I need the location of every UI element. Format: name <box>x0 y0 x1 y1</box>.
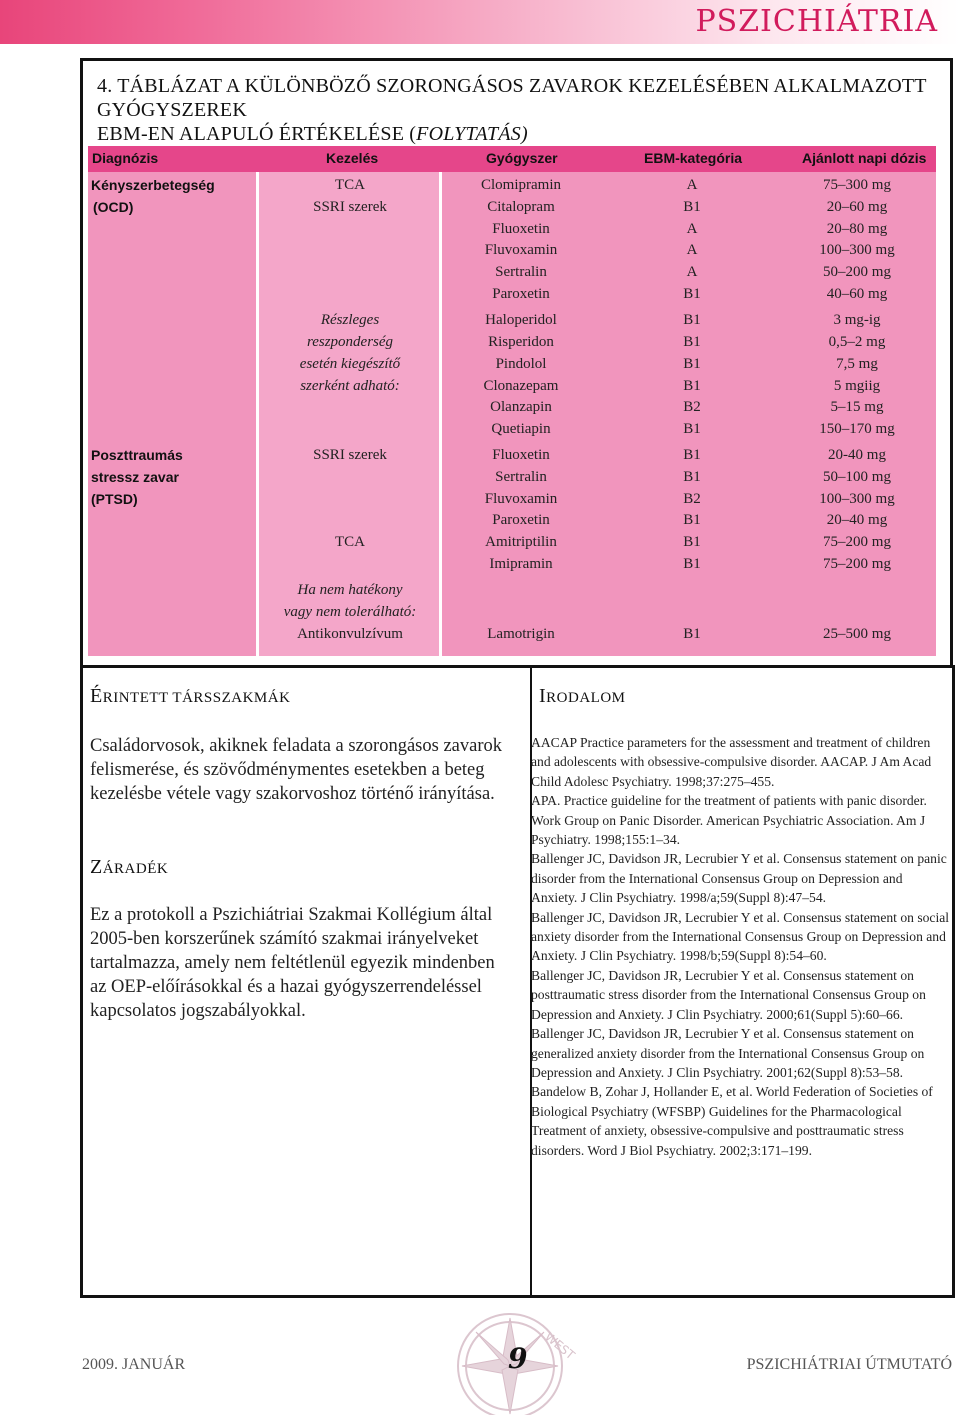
ebm-category: A <box>686 177 698 193</box>
clause-heading <box>90 856 168 879</box>
ebm-category: B2 <box>683 399 701 415</box>
related-heading <box>90 685 290 708</box>
treatment-ssri: SSRI szerek <box>313 199 387 215</box>
ebm-category: B1 <box>683 626 701 642</box>
daily-dose: 3 mg-ig <box>833 312 881 328</box>
ebm-category: B1 <box>683 286 701 302</box>
diagnosis-column <box>88 146 256 656</box>
literature-heading-cap: I <box>539 685 547 707</box>
drug-name: Imipramin <box>489 556 553 572</box>
daily-dose: 50–100 mg <box>823 469 891 485</box>
table-title-line1: 4. TÁBLÁZAT A KÜLÖNBÖZŐ SZORONGÁSOS ZAVAROK KEZELÉSÉBEN ALKALMAZOTT GYÓGYSZEREK <box>97 75 927 121</box>
daily-dose: 5 mgiig <box>833 378 881 394</box>
daily-dose: 150–170 mg <box>819 421 895 437</box>
drug-name: Fluoxetin <box>492 447 550 463</box>
drug-name: Haloperidol <box>485 312 557 328</box>
ebm-category: B1 <box>683 534 701 550</box>
daily-dose: 75–300 mg <box>823 177 891 193</box>
reference-item: Ballenger JC, Davidson JR, Lecrubier Y et al. Consensus statement on posttraumatic stress disorder from the International Consensus Group on Depression and Anxiety. J Clin Psychiatry. 2000;61(Suppl 5):60–66. <box>531 967 926 1022</box>
drug-name: Sertralin <box>495 264 547 280</box>
reference-item: APA. Practice guideline for the treatment of patients with panic disorder. Work Group on Panic Disorder. American Psychiatric Association. Am J Psychiatry. 1998;155:1–34. <box>531 793 927 848</box>
ebm-category: B1 <box>683 469 701 485</box>
related-heading-rest: RINTETT TÁRSSZAKMÁK <box>102 690 291 706</box>
page-number: 9 <box>508 1342 528 1375</box>
treatment-ptsd-ssri: SSRI szerek <box>313 447 387 463</box>
daily-dose: 0,5–2 mg <box>828 334 886 350</box>
daily-dose: 25–500 mg <box>823 626 891 642</box>
table-title <box>97 74 960 146</box>
drug-name: Sertralin <box>495 469 547 485</box>
diagnosis-ocd-line2: (OCD) <box>93 199 134 215</box>
drug-name: Lamotrigin <box>487 626 555 642</box>
treatment-tca: TCA <box>335 177 365 193</box>
drug-table <box>88 146 936 656</box>
table-title-line2-c: ) <box>520 123 528 145</box>
header-diagnosis: Diagnózis <box>92 150 159 166</box>
treatment-ptsd-tca: TCA <box>335 534 365 550</box>
table-title-line2-a: EBM-EN ALAPULÓ ÉRTÉKELÉSE ( <box>97 123 417 145</box>
daily-dose: 20–60 mg <box>826 199 888 215</box>
daily-dose: 7,5 mg <box>836 356 878 372</box>
literature-heading <box>539 685 626 708</box>
reference-list <box>531 733 951 1160</box>
section-title: PSZICHIÁTRIA <box>695 4 938 39</box>
ebm-category: B1 <box>683 512 701 528</box>
ebm-category: B2 <box>683 491 701 507</box>
compass-letters: WEST <box>542 1329 578 1363</box>
header-drug: Gyógyszer <box>486 150 558 166</box>
clause-heading-rest: ÁRADÉK <box>102 861 169 877</box>
treatment-augmentation-line2: reszponderség <box>306 334 394 350</box>
clause-text: Ez a protokoll a Pszichiátriai Szakmai Kollégium által 2005-ben korszerűnek számító szakmai irányelveket tartalmazza, amely nem feltétlenül egyezik mindenben az OEP-előírásokkal és a hazai gyógyszerrendeléssel kapcsolatos jogszabályokkal. <box>90 905 495 1021</box>
footer-date: 2009. JANUÁR <box>82 1356 186 1373</box>
reference-item: Ballenger JC, Davidson JR, Lecrubier Y et al. Consensus statement on panic disorder from the International Consensus Group on Depression and Anxiety. J Clin Psychiatry. 1998/a;59(Suppl 8):47–54. <box>531 851 947 906</box>
daily-dose: 75–200 mg <box>823 556 891 572</box>
header-dose: Ajánlott napi dózis <box>802 150 927 166</box>
daily-dose: 20-40 mg <box>828 447 886 463</box>
daily-dose: 50–200 mg <box>823 264 891 280</box>
ebm-category: A <box>686 264 698 280</box>
drug-name: Olanzapin <box>490 399 552 415</box>
treatment-alternative-line2: vagy nem tolerálható: <box>283 604 417 620</box>
treatment-augmentation-line4: szerként adható: <box>300 378 400 394</box>
treatment-augmentation-line1: Részleges <box>320 312 380 328</box>
drug-name: Paroxetin <box>492 512 550 528</box>
footer-publication: PSZICHIÁTRIAI ÚTMUTATÓ <box>746 1356 952 1373</box>
drug-name: Amitriptilin <box>485 534 557 550</box>
reference-item: Ballenger JC, Davidson JR, Lecrubier Y et al. Consensus statement on social anxiety disorder from the International Consensus Group on Depression and Anxiety. J Clin Psychiatry. 1998/b;59(Suppl 8):54–60. <box>531 909 950 964</box>
diagnosis-ptsd-line3: (PTSD) <box>91 491 138 507</box>
drug-name: Clonazepam <box>483 378 559 394</box>
drug-name: Fluvoxamin <box>484 242 558 258</box>
reference-item: AACAP Practice parameters for the assessment and treatment of children and adolescents with obsessive-compulsive disorder. AACAP. J Am Acad Child Adolesc Psychiatry. 1998;37:275–455. <box>531 735 932 789</box>
diagnosis-ptsd-line1: Poszttraumás <box>91 447 183 463</box>
header-ebm: EBM-kategória <box>644 150 743 166</box>
table-title-line2-b: FOLYTATÁS <box>416 123 521 145</box>
daily-dose: 100–300 mg <box>819 491 895 507</box>
ebm-category: B1 <box>683 199 701 215</box>
daily-dose: 40–60 mg <box>826 286 888 302</box>
table-title-line2 <box>97 122 960 146</box>
daily-dose: 5–15 mg <box>830 399 884 415</box>
literature-heading-rest: RODALOM <box>546 690 626 706</box>
ebm-category: A <box>686 221 698 237</box>
ebm-category: B1 <box>683 312 701 328</box>
drug-name: Quetiapin <box>491 421 551 437</box>
drug-name: Citalopram <box>487 199 555 215</box>
reference-item: Bandelow B, Zohar J, Hollander E, et al. World Federation of Societies of Biological Psychiatry (WFSBP) Guidelines for the Pharmacological Treatment of anxiety, obsessive-compulsive and posttraumatic stress disorders. Word J Biol Psychiatry. 2002;3:171–199. <box>531 1084 933 1158</box>
header-treatment: Kezelés <box>326 150 379 166</box>
ebm-category: B1 <box>683 334 701 350</box>
drug-name: Fluvoxamin <box>484 491 558 507</box>
daily-dose: 20–80 mg <box>826 221 888 237</box>
ebm-category: B1 <box>683 556 701 572</box>
drug-name: Clomipramin <box>481 177 561 193</box>
ebm-category: A <box>686 242 698 258</box>
ebm-category: B1 <box>683 356 701 372</box>
treatment-augmentation-line3: esetén kiegészítő <box>299 356 401 372</box>
treatment-column <box>259 146 439 656</box>
diagnosis-ocd-line1: Kényszerbetegség <box>91 177 215 193</box>
daily-dose: 100–300 mg <box>819 242 895 258</box>
treatment-alternative-line1: Ha nem hatékony <box>297 582 403 598</box>
related-text: Családorvosok, akiknek feladata a szorongásos zavarok felismerése, és szövődménymentes esetekben a beteg kezelésbe vétele vagy szakorvoshoz történő irányítása. <box>90 736 502 804</box>
ebm-category: B1 <box>683 447 701 463</box>
treatment-alternative-line3: Antikonvulzívum <box>297 626 403 642</box>
reference-item: Ballenger JC, Davidson JR, Lecrubier Y et al. Consensus statement on generalized anxiety disorder from the International Consensus Group on Depression and Anxiety. J Clin Psychiatry. 2001;62(Suppl 8):53–58. <box>531 1026 925 1080</box>
diagnosis-ptsd-line2: stressz zavar <box>91 469 179 485</box>
ebm-category: B1 <box>683 378 701 394</box>
ebm-category: B1 <box>683 421 701 437</box>
drug-name: Paroxetin <box>492 286 550 302</box>
daily-dose: 75–200 mg <box>823 534 891 550</box>
drug-name: Fluoxetin <box>492 221 550 237</box>
drug-name: Risperidon <box>488 334 554 350</box>
clause-heading-cap: Z <box>90 856 103 878</box>
daily-dose: 20–40 mg <box>826 512 888 528</box>
related-heading-cap: É <box>90 685 103 707</box>
drug-name: Pindolol <box>495 356 547 372</box>
